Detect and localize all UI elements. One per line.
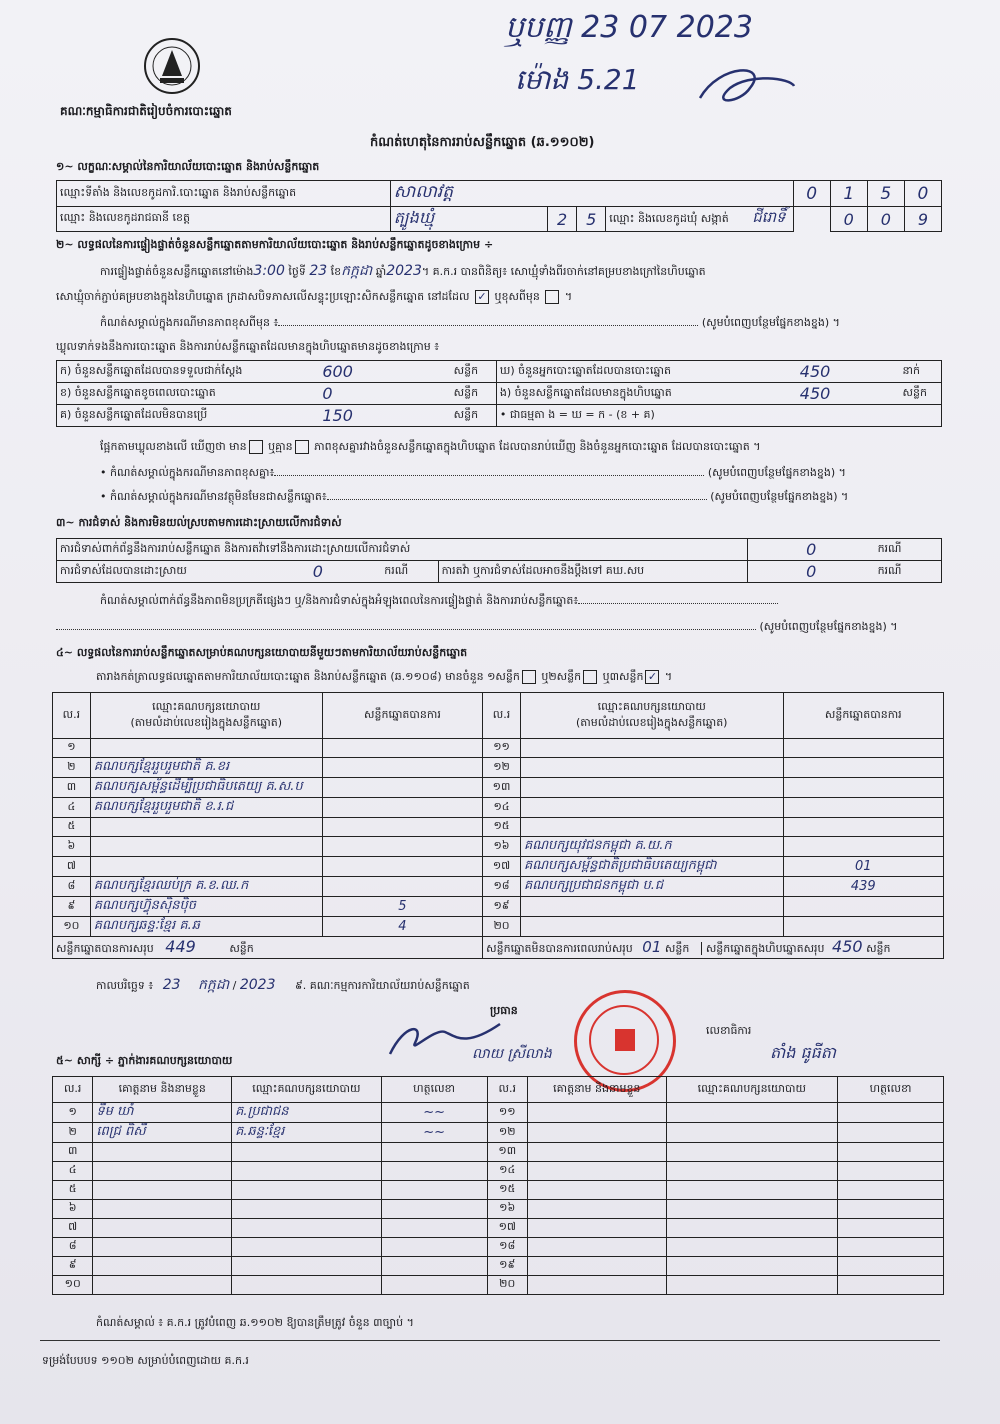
witness-cell: ៣ — [53, 1143, 93, 1162]
station-code-digit: 0 — [904, 181, 941, 207]
party-party-cell — [520, 778, 783, 798]
witness-cell — [838, 1238, 944, 1257]
party-no-cell: ១៦ — [483, 837, 521, 857]
party-no-cell: ១៧ — [483, 857, 521, 877]
party-votes-cell — [783, 897, 943, 917]
witness-cell — [93, 1257, 232, 1276]
party-votes-cell — [322, 837, 482, 857]
table-row — [53, 917, 944, 937]
secretary-label: លេខាធិការ — [706, 1024, 752, 1037]
witness-cell: ទឹម ឃាំ — [93, 1103, 232, 1123]
party-party-cell: គណបក្សខ្មែរឈប់ក្រ គ.ខ.ឈ.ក — [90, 877, 322, 897]
party-votes-cell — [783, 798, 943, 818]
sec2-note: កំណត់សម្គាល់ក្នុងករណីមានភាពខុសពីមុន ៖ (សូមបំពេញបន្ថែមផ្នែកខាងខ្នង) ។ — [100, 316, 840, 329]
witness-cell: ៧ — [53, 1219, 93, 1238]
sec3-title: ៣~ ការជំទាស់ និងការមិនយល់ស្របតាមការដោះស្រាយលើការជំទាស់ — [56, 516, 342, 529]
station-code-digit: 5 — [867, 181, 904, 207]
verify-year: 2023 — [386, 263, 422, 279]
party-party-cell — [520, 917, 783, 937]
sec1-row2-label: ឈ្មោះ និងលេខកូដរាជធានី ខេត្ត — [57, 207, 391, 232]
witness-cell — [381, 1238, 487, 1257]
witness-cell — [527, 1143, 666, 1162]
witness-cell — [666, 1238, 837, 1257]
witness-cell — [93, 1276, 232, 1295]
org-name: គណៈកម្មាធិការជាតិរៀបចំការបោះឆ្នោត — [60, 104, 232, 118]
party-results-table: ល.រ ឈ្មោះគណបក្សនយោបាយ (តាមលំដាប់លេខរៀងក្នុងសន្លឹកឆ្នោត) សន្លឹកឆ្នោតបានការ ល.រ ឈ្មោះគណបក្សនយោបាយ (តាមលំដាប់លេខរៀងក្នុងសន្លឹកឆ្នោត) សន្លឹកឆ្នោតបានការ ១ ១១ ២ គណបក្សខ្មែររួបរួមជាតិ គ.ខរ ១២ ៣ គណបក្សសម្ព័ន្ធដើម្បីប្រជាធិបតេយ្យ គ.ស.ប ១៣ ៤ គណបក្សខ្មែររួបរួមជាតិ ខ.រ.ជ ១៤ ៥ ១៥ ៦ ១៦ គណបក្សយុវជនកម្ពុជា គ.យ.ក ៧ ១៧ គណបក្សសម្ព័ន្ធជាតិប្រជាធិបតេយ្យកម្ពុជា 01 ៨ គណបក្សខ្មែរឈប់ក្រ គ.ខ.ឈ.ក ១៨ គណបក្សប្រជាជនកម្ពុជា ប.ជ 439 ៩ គណបក្សហ៊្វុនស៊ិនប៉ិច 5 ១៩ ១០ គណបក្សឆន្ទៈខ្មែរ គ.ឆ 4 ២០ សន្លឹកឆ្នោតបានការសរុប 449 សន្លឹក សន្លឹកឆ្នោតមិនបានការពេលរាប់សរុប 01 សន្លឹក សន្លឹកឆ្នោតក្នុងហិបឆ្នោតសរុប 450 សន្លឹក — [52, 692, 944, 959]
party-votes-cell — [783, 917, 943, 937]
party-no-cell: ៤ — [53, 798, 91, 818]
witness-cell: ៩ — [53, 1257, 93, 1276]
witness-cell: ១៤ — [487, 1162, 527, 1181]
witness-cell — [666, 1181, 837, 1200]
table-row — [53, 758, 944, 778]
witness-cell: ១៦ — [487, 1200, 527, 1219]
table-row — [53, 1103, 944, 1123]
witness-cell: ៦ — [53, 1200, 93, 1219]
party-votes-cell — [322, 798, 482, 818]
station-code-digit: 1 — [830, 181, 867, 207]
sec2-title: ២~ លទ្ធផលនៃការផ្ទៀងផ្ទាត់ចំនួនសន្លឹកឆ្នោតតាមការិយាល័យបោះឆ្នោត និងរាប់សន្លឹកឆ្នោតដូចខាងក្រោម ÷ — [56, 238, 494, 251]
party-no-cell: ១៩ — [483, 897, 521, 917]
party-no-cell: ១៤ — [483, 798, 521, 818]
witness-cell — [838, 1143, 944, 1162]
table-row — [53, 778, 944, 798]
sec1-title: ១~ លក្ខណៈសម្គាល់នៃការិយាល័យបោះឆ្នោត និងរាប់សន្លឹកឆ្នោត — [56, 160, 320, 173]
table-row — [53, 897, 944, 917]
chair-label: ប្រធាន — [490, 1004, 518, 1017]
ballots-in-box: 450 — [799, 384, 831, 403]
witness-cell — [527, 1103, 666, 1123]
commune-code-digit: 0 — [867, 207, 904, 232]
witness-cell — [838, 1276, 944, 1295]
party-votes-cell — [783, 758, 943, 778]
party-party-cell — [90, 837, 322, 857]
header-signature-icon — [690, 58, 800, 110]
sec2-difference: ផ្អែកតាមឃ្លុលខាងលើ ឃើញថា មាន ឬគ្មាន ភាពខុសគ្នារវាងចំនួនសន្លឹកឆ្នោតក្នុងហិបឆ្នោត ដែលបានរាប់ឃើញ និងចំនួនអ្នកបោះឆ្នោត ដែលបានបោះឆ្នោត ។ — [100, 440, 761, 453]
table-row — [53, 798, 944, 818]
witness-cell: ~~ — [381, 1103, 487, 1123]
table-row — [53, 1200, 944, 1219]
witness-cell: ១២ — [487, 1123, 527, 1143]
party-votes-cell — [322, 877, 482, 897]
witness-cell — [93, 1181, 232, 1200]
bullet-foreign-object: • កំណត់សម្គាល់ក្នុងករណីមានវត្ថុមិនមែនជាសន្លឹកឆ្នោត៖ — [100, 490, 327, 503]
sec1-table — [56, 180, 942, 232]
doc-title: កំណត់ហេតុនៃការរាប់សន្លឹកឆ្នោត (ឆ.១១០២) — [370, 135, 595, 150]
witness-cell: គ.ប្រជាជន — [232, 1103, 382, 1123]
sec4-intro: តារាងកត់ត្រាលទ្ធផលឆ្នោតតាមការិយាល័យបោះឆ្នោត និងរាប់សន្លឹកឆ្នោត (ឆ.១១០៨) មានចំនួន ១សន្លឹក ឬ២សន្លឹក ឬ៣សន្លឹក ✓ ។ — [96, 670, 673, 683]
witness-cell: គ.ឆន្ទៈខ្មែរ — [232, 1123, 382, 1143]
party-party-cell: គណបក្សខ្មែររួបរួមជាតិ ខ.រ.ជ — [90, 798, 322, 818]
witness-cell — [666, 1219, 837, 1238]
nec-logo-icon — [136, 36, 208, 98]
witness-cell — [93, 1162, 232, 1181]
handwritten-time: ម៉ោង 5.21 — [515, 63, 640, 96]
party-no-cell: ១២ — [483, 758, 521, 778]
witness-cell — [527, 1257, 666, 1276]
witness-cell: ១៣ — [487, 1143, 527, 1162]
table-row — [53, 877, 944, 897]
party-no-cell: ២ — [53, 758, 91, 778]
party-votes-cell — [783, 818, 943, 837]
party-no-cell: ៣ — [53, 778, 91, 798]
witness-cell: ២ — [53, 1123, 93, 1143]
witness-cell: ១៧ — [487, 1219, 527, 1238]
commune-label: ឈ្មោះ និងលេខកូដឃុំ សង្កាត់ — [609, 212, 729, 225]
table-row — [53, 1123, 944, 1143]
table-row — [53, 1162, 944, 1181]
invalid-total-label: សន្លឹកឆ្នោតមិនបានការពេលរាប់សរុប — [486, 942, 633, 955]
party-votes-cell — [322, 778, 482, 798]
same-checkbox[interactable]: ✓ — [475, 290, 489, 304]
witness-cell — [381, 1276, 487, 1295]
witness-cell — [232, 1238, 382, 1257]
witness-cell — [381, 1143, 487, 1162]
witness-cell — [232, 1257, 382, 1276]
party-votes-cell — [322, 758, 482, 778]
party-votes-cell: 5 — [322, 897, 482, 917]
witness-cell — [527, 1238, 666, 1257]
resolved-count: 0 — [254, 561, 381, 583]
witness-cell — [666, 1276, 837, 1295]
sec5-title: ៥~ សាក្សី ÷ ភ្នាក់ងារគណបក្សនយោបាយ — [56, 1054, 233, 1067]
party-no-cell: ២០ — [483, 917, 521, 937]
valid-total-label: សន្លឹកឆ្នោតបានការសរុប — [56, 942, 154, 955]
sec1-row1-label: ឈ្មោះទីតាំង និងលេខកូដការិ.បោះឆ្នោត និងរាប់សន្លឹកឆ្នោត — [57, 181, 391, 207]
party-party-cell: គណបក្សខ្មែររួបរួមជាតិ គ.ខរ — [90, 758, 322, 778]
party-no-cell: ១៥ — [483, 818, 521, 837]
witness-cell: ១៥ — [487, 1181, 527, 1200]
witness-cell: ១៩ — [487, 1257, 527, 1276]
witness-cell — [527, 1162, 666, 1181]
table-row — [53, 1257, 944, 1276]
spoiled-ballots: 0 — [322, 384, 333, 403]
formula: • ជាធម្មតា ង = ឃ = ក - (ខ + គ) — [496, 405, 941, 427]
witness-cell — [666, 1103, 837, 1123]
party-party-cell — [90, 857, 322, 877]
party-party-cell — [520, 818, 783, 837]
no-difference-checkbox[interactable] — [295, 440, 309, 454]
witness-cell — [381, 1219, 487, 1238]
footer-form: ទម្រង់បែបបទ ១១០២ សម្រាប់បំពេញដោយ គ.ក.រ — [42, 1354, 249, 1367]
witness-cell: ពេជ្រ ពិសី — [93, 1123, 232, 1143]
party-party-cell: គណបក្សសម្ព័ន្ធដើម្បីប្រជាធិបតេយ្យ គ.ស.ប — [90, 778, 322, 798]
witness-cell — [232, 1200, 382, 1219]
witness-cell: ៨ — [53, 1238, 93, 1257]
witness-cell — [666, 1200, 837, 1219]
polling-station-name: សាលាវត្ត — [393, 182, 454, 202]
witness-table: ល.រ គោត្តនាម និងនាមខ្លួន ឈ្មោះគណបក្សនយោបាយ ហត្ថលេខា ល.រ គោត្តនាម និងនាមខ្លួន ឈ្មោះគណបក្សនយោបាយ ហត្ថលេខា ១ ទឹម ឃាំ គ.ប្រជាជន ~~ ១១ ២ ពេជ្រ ពិសី គ.ឆន្ទៈខ្មែរ ~~ ១២ ៣ ១៣ ៤ ១៤ ៥ ១៥ ៦ ១៦ ៧ ១៧ ៨ ១៨ ៩ ១៩ ១០ ២០ — [52, 1076, 944, 1295]
table-row — [53, 1181, 944, 1200]
witness-cell: ១ — [53, 1103, 93, 1123]
party-votes-cell — [783, 837, 943, 857]
verify-day: 23 — [309, 263, 328, 279]
witness-cell — [666, 1123, 837, 1143]
party-party-cell: គណបក្សសម្ព័ន្ធជាតិប្រជាធិបតេយ្យកម្ពុជា — [520, 857, 783, 877]
party-no-cell: ១០ — [53, 917, 91, 937]
table-row — [53, 1143, 944, 1162]
table-row — [53, 1276, 944, 1295]
witness-cell — [838, 1103, 944, 1123]
witness-cell: ៥ — [53, 1181, 93, 1200]
party-votes-cell — [783, 778, 943, 798]
party-no-cell: ៧ — [53, 857, 91, 877]
witness-cell: ៤ — [53, 1162, 93, 1181]
party-party-cell — [90, 818, 322, 837]
party-no-cell: ៨ — [53, 877, 91, 897]
commune-name: ជីរោទិ៍ — [752, 208, 786, 226]
sec2-para1: ការផ្ទៀងផ្ទាត់ចំនួនសន្លឹកឆ្នោតនៅម៉ោង3:00 ថ្ងៃទី 23 ខែកក្កដា ឆ្នាំ2023។ គ.ក.រ បានពិនិត្យ៖ សោឃ្មុំទាំងពីរចាក់នៅគម្របខាងក្រៅនៃហិបឆ្នោត — [100, 263, 706, 279]
footer-note: កំណត់សម្គាល់ ៖ គ.ក.រ ត្រូវបំពេញ ឆ.១១០២ ឱ្យបានត្រឹមត្រូវ ចំនួន ៣ច្បាប់ ។ — [96, 1316, 414, 1329]
witness-cell — [232, 1181, 382, 1200]
secretary-name: តាំង ធូធីតា — [770, 1043, 837, 1062]
station-code-digit: 0 — [793, 181, 830, 207]
witness-cell — [838, 1123, 944, 1143]
witness-cell — [838, 1181, 944, 1200]
party-party-cell — [90, 739, 322, 758]
party-party-cell: គណបក្សឆន្ទៈខ្មែរ គ.ឆ — [90, 917, 322, 937]
invalid-total: 01 — [642, 938, 662, 956]
province-name: ត្បូងឃ្មុំ — [393, 208, 435, 227]
handwritten-date: ឬបញ្ញ 23 07 2023 — [505, 10, 753, 45]
party-no-cell: ១៨ — [483, 877, 521, 897]
received-ballots: 600 — [322, 362, 353, 381]
party-no-cell: ៩ — [53, 897, 91, 917]
witness-cell — [93, 1200, 232, 1219]
table-row — [53, 818, 944, 837]
witness-cell — [381, 1200, 487, 1219]
count-table: ក) ចំនួនសន្លឹកឆ្នោតដែលបានទទួលជាក់ស្ដែង 600 សន្លឹក ឃ) ចំនួនអ្នកបោះឆ្នោតដែលបានបោះឆ្នោត 450 នាក់ ខ) ចំនួនសន្លឹកឆ្នោតខូចពេលបោះឆ្នោត 0 សន្លឹក ង) ចំនួនសន្លឹកឆ្នោតដែលមានក្នុងហិបឆ្នោត 450 សន្លឹក គ) ចំនួនសន្លឹកឆ្នោតដែលមិនបានប្រើ 150 សន្លឹក • ជាធម្មតា ង = ឃ = ក - (ខ + គ) — [56, 360, 942, 427]
witness-cell — [527, 1181, 666, 1200]
sec4-title: ៤~ លទ្ធផលនៃការរាប់សន្លឹកឆ្នោតសម្រាប់គណបក្សនយោបាយនីមួយៗតាមការិយាល័យរាប់សន្លឹកឆ្នោត — [56, 646, 468, 659]
witness-cell: ១០ — [53, 1276, 93, 1295]
table-row — [53, 739, 944, 758]
valid-total: 449 — [165, 937, 196, 956]
sec2-para2: សោឃ្មុំចាក់ភ្ជាប់គម្របខាងក្នុងនៃហិបឆ្នោត ក្រដាសបិទភាសលើសន្ទុះប្រឡោះសិកសន្លឹកឆ្នោត នៅដដែល ✓ ឬខុសពីមុន ។ — [56, 290, 573, 303]
party-party-cell: គណបក្សហ៊្វុនស៊ិនប៉ិច — [90, 897, 322, 917]
party-party-cell: គណបក្សយុវជនកម្ពុជា គ.យ.ក — [520, 837, 783, 857]
party-no-cell: ១១ — [483, 739, 521, 758]
witness-cell — [838, 1257, 944, 1276]
witness-cell — [232, 1162, 382, 1181]
witness-cell — [93, 1219, 232, 1238]
party-party-cell — [520, 798, 783, 818]
table-row — [53, 837, 944, 857]
witness-cell — [381, 1181, 487, 1200]
witness-cell: ១១ — [487, 1103, 527, 1123]
witness-cell — [527, 1219, 666, 1238]
unused-ballots: 150 — [322, 406, 353, 425]
witness-cell — [527, 1200, 666, 1219]
witness-cell — [381, 1162, 487, 1181]
verify-time: 3:00 — [253, 263, 285, 279]
witness-cell — [666, 1143, 837, 1162]
witness-cell: ~~ — [381, 1123, 487, 1143]
witness-cell — [232, 1219, 382, 1238]
party-no-cell: ៥ — [53, 818, 91, 837]
party-votes-cell — [783, 739, 943, 758]
party-votes-cell: 439 — [783, 877, 943, 897]
different-checkbox[interactable] — [545, 290, 559, 304]
witness-cell — [232, 1276, 382, 1295]
party-party-cell: គណបក្សប្រជាជនកម្ពុជា ប.ជ — [520, 877, 783, 897]
province-code-digit: 5 — [577, 207, 606, 232]
witness-cell — [666, 1162, 837, 1181]
table-row — [53, 1219, 944, 1238]
witness-cell — [93, 1143, 232, 1162]
witness-cell — [666, 1257, 837, 1276]
party-no-cell: ៦ — [53, 837, 91, 857]
commune-code-digit: 9 — [904, 207, 941, 232]
party-no-cell: ១ — [53, 739, 91, 758]
party-votes-cell — [322, 857, 482, 877]
party-votes-cell: 4 — [322, 917, 482, 937]
box-total: 450 — [832, 937, 863, 956]
witness-cell — [93, 1238, 232, 1257]
complaints-count: 0 — [747, 539, 874, 561]
box-total-label: សន្លឹកឆ្នោតក្នុងហិបឆ្នោតសរុប — [701, 942, 825, 955]
table-row — [53, 857, 944, 877]
sec2-count-intro: ឃ្លុលទាក់ទងនឹងការបោះឆ្នោត និងការរាប់សន្លឹកឆ្នោតដែលមានក្នុងហិបឆ្នោតមានដូចខាងក្រោម ៖ — [56, 340, 440, 353]
party-votes-cell: 01 — [783, 857, 943, 877]
party-no-cell: ១៣ — [483, 778, 521, 798]
bullet-difference: • កំណត់សម្គាល់ក្នុងករណីមានភាពខុសគ្នា៖ — [100, 466, 275, 479]
sign-date: កាលបរិច្ឆេទ ៖ 23 កក្កដា / 2023 ៩. គណៈកម្មការការិយាល័យរាប់សន្លឹកឆ្នោត — [96, 977, 470, 993]
witness-cell: ២០ — [487, 1276, 527, 1295]
party-party-cell — [520, 758, 783, 778]
party-party-cell — [520, 739, 783, 758]
witness-cell — [527, 1123, 666, 1143]
commune-code-digit: 0 — [830, 207, 867, 232]
party-votes-cell — [322, 739, 482, 758]
party-party-cell — [520, 897, 783, 917]
witness-cell — [232, 1143, 382, 1162]
witness-cell — [838, 1200, 944, 1219]
one-sheet-checkbox[interactable] — [522, 670, 536, 684]
witness-cell — [838, 1162, 944, 1181]
three-sheet-checkbox[interactable]: ✓ — [645, 670, 659, 684]
witness-cell: ១៨ — [487, 1238, 527, 1257]
ballot-count-report-page: ឬបញ្ញ 23 07 2023 ម៉ោង 5.21 គណៈកម្មាធិការជាតិរៀបចំការបោះឆ្នោត កំណត់ហេតុនៃការរាប់សន្លឹកឆ្នោត (ឆ.១១០២) ១~ លក្ខណៈសម្គាល់នៃការិយាល័យបោះឆ្នោត និងរាប់សន្លឹកឆ្នោត ឈ្មោះទីតាំង និងលេខកូដការិ.បោះឆ្នោត និងរាប់សន្លឹកឆ្នោត សាលាវត្ត 0 1 5 0 ឈ្មោះ និងលេខកូដរាជធានី ខេត្ត ត្បូងឃ្មុំ 2 5 ឈ្មោះ និងលេខកូដឃុំ សង្កាត់ ជីរោទិ៍ 0 0 9 ២~ លទ្ធផលនៃការផ្ទៀងផ្ទាត់ចំនួនសន្លឹកឆ្នោតតាមការិយាល័យបោះឆ្នោត និងរាប់សន្លឹកឆ្នោតដូចខាងក្រោម ÷ ការផ្ទៀងផ្ទាត់ចំនួនសន្លឹកឆ្នោតនៅម៉ោង3:00 ថ្ងៃទី 23 ខែកក្កដា ឆ្នាំ2023។ គ.ក.រ បានពិនិត្យ៖ សោឃ្មុំទាំងពីរចាក់នៅគម្របខាងក្រៅនៃហិបឆ្នោត សោឃ្មុំចាក់ភ្ជាប់គម្របខាងក្នុងនៃហិបឆ្នោត ក្រដាសបិទភាសលើសន្ទុះប្រឡោះសិកសន្លឹកឆ្នោត នៅដដែល ✓ ឬខុសពីមុន ។ កំណត់សម្គាល់ក្នុងករណីមានភាពខុសពីមុន ៖ (សូមបំពេញបន្ថែមផ្នែកខាងខ្នង) ។ ឃ្លុលទាក់ទងនឹងការបោះឆ្នោត និងការរាប់សន្លឹកឆ្នោតដែលមានក្នុងហិបឆ្នោតមានដូចខាងក្រោម ៖ ក) ចំនួនសន្លឹកឆ្នោតដែលបានទទួលជាក់ស្ដែង 600 សន្លឹក ឃ) ចំនួនអ្នកបោះឆ្នោតដែលបានបោះឆ្នោត 450 នាក់ ខ) ចំនួនសន្លឹកឆ្នោតខូចពេលបោះឆ្នោត 0 សន្លឹក ង) ចំនួនសន្លឹកឆ្នោតដែលមានក្នុងហិបឆ្នោត 450 សន្លឹក គ) ចំនួនសន្លឹកឆ្នោតដែលមិនបានប្រើ 150 សន្លឹក • ជាធម្មតា ង = ឃ = ក - (ខ + គ) ផ្អែកតាមឃ្លុលខាងលើ ឃើញថា មាន ឬគ្មាន ភាពខុសគ្នារវាងចំនួនសន្លឹកឆ្នោតក្នុងហិបឆ្នោត ដែលបានរាប់ឃើញ និងចំនួនអ្នកបោះឆ្នោត ដែលបានបោះឆ្នោត ។ • កំណត់សម្គាល់ក្នុងករណីមានភាពខុសគ្នា៖ (សូមបំពេញបន្ថែមផ្នែកខាងខ្នង) ។ • កំណត់សម្គាល់ក្នុងករណីមានវត្ថុមិនមែនជាសន្លឹកឆ្នោត៖ (សូមបំពេញបន្ថែមផ្នែកខាងខ្នង) ។ ៣~ ការជំទាស់ និងការមិនយល់ស្របតាមការដោះស្រាយលើការជំទាស់ ការជំទាស់ពាក់ព័ន្ធនឹងការរាប់សន្លឹកឆ្នោត និងការតវ៉ាទៅនឹងការដោះស្រាយលើការជំទាស់ 0 ករណី ការជំទាស់ដែលបានដោះស្រាយ 0 ករណី ការតវ៉ា ឬការជំទាស់ដែលអាចនឹងប្ដឹងទៅ គឃ.សប 0 ករណី កំណត់សម្គាល់ពាក់ព័ន្ធនឹងភាពមិនប្រក្រតីផ្សេងៗ ឬ/និងការជំទាស់ក្នុងអំឡុងពេលនៃការផ្ទៀងផ្ទាត់ និងការរាប់សន្លឹកឆ្នោត៖ (សូមបំពេញបន្ថែមផ្នែកខាងខ្នង) ។ ៤~ លទ្ធផលនៃការរាប់សន្លឹកឆ្នោតសម្រាប់គណបក្សនយោបាយនីមួយៗតាមការិយាល័យរាប់សន្លឹកឆ្នោត តារាងកត់ត្រាលទ្ធផលឆ្នោតតាមការិយាល័យបោះឆ្នោត និងរាប់សន្លឹកឆ្នោត (ឆ.១១០៨) មានចំនួន ១សន្លឹក ឬ២សន្លឹក ឬ៣សន្លឹក ✓ ។ ល.រ ឈ្មោះគណបក្សនយោបាយ (តាមលំដាប់លេខរៀងក្នុងសន្លឹកឆ្នោត) សន្លឹកឆ្នោតបានការ ល.រ ឈ្មោះគណបក្សនយោបាយ (តាមលំដាប់លេខរៀងក្នុងសន្លឹកឆ្នោត) សន្លឹកឆ្នោតបានការ ១ ១១ ២ គណបក្សខ្មែររួបរួមជាតិ គ.ខរ ១២ ៣ គណបក្សសម្ព័ន្ធដើម្បីប្រជាធិបតេយ្យ គ.ស.ប ១៣ ៤ គណបក្សខ្មែររួបរួមជាតិ ខ.រ.ជ ១៤ ៥ ១៥ ៦ ១៦ គណបក្សយុវជនកម្ពុជា គ.យ.ក ៧ ១៧ គណបក្សសម្ព័ន្ធជាតិប្រជាធិបតេយ្យកម្ពុជា 01 ៨ គណបក្សខ្មែរឈប់ក្រ គ.ខ.ឈ.ក ១៨ គណបក្សប្រជាជនកម្ពុជា ប.ជ 439 ៩ គណបក្សហ៊្វុនស៊ិនប៉ិច 5 ១៩ ១០ គណបក្សឆន្ទៈខ្មែរ គ.ឆ 4 ២០ សន្លឹកឆ្នោតបានការសរុប 449 សន្លឹក សន្លឹកឆ្នោតមិនបានការពេលរាប់សរុប 01 សន្លឹក សន្លឹកឆ្នោតក្នុងហិបឆ្នោតសរុប 450 សន្លឹក កាលបរិច្ឆេទ ៖ 23 កក្កដា / 2023 ៩. គណៈកម្មការការិយាល័យរាប់សន្លឹកឆ្នោត ប្រធាន លាយ ស្រីលាង លេខាធិការ តាំង ធូធីតា ៥~ សាក្សី ÷ ភ្នាក់ងារគណបក្សនយោបាយ ល.រ គោត្តនាម និងនាមខ្លួន ឈ្មោះគណបក្សនយោបាយ ហត្ថលេខា ល.រ គោត្តនាម និងនាមខ្លួន ឈ្មោះគណបក្សនយោបាយ ហត្ថលេខា ១ ទឹម ឃាំ គ.ប្រជាជន ~~ ១១ ២ ពេជ្រ ពិសី គ.ឆន្ទៈខ្មែរ ~~ ១២ ៣ ១៣ ៤ ១៤ ៥ ១៥ ៦ ១៦ ៧ ១៧ ៨ ១៨ ៩ ១៩ ១០ ២០ កំណត់សម្គាល់ ៖ គ.ក.រ ត្រូវបំពេញ ឆ.១១០២ ឱ្យបានត្រឹមត្រូវ ចំនួន ៣ច្បាប់ ។ ទម្រង់បែបបទ ១១០២ សម្រាប់បំពេញដោយ គ.ក.រ — [0, 0, 1000, 1424]
voters-count: 450 — [799, 362, 831, 381]
sec3-note: កំណត់សម្គាល់ពាក់ព័ន្ធនឹងភាពមិនប្រក្រតីផ្សេងៗ ឬ/និងការជំទាស់ក្នុងអំឡុងពេលនៃការផ្ទៀងផ្ទាត់ និងការរាប់សន្លឹកឆ្នោត៖ — [100, 594, 579, 607]
table-row — [53, 1238, 944, 1257]
chair-name: លាយ ស្រីលាង — [472, 1046, 552, 1062]
appeal-count: 0 — [747, 561, 874, 583]
province-code-digit: 2 — [548, 207, 577, 232]
verify-month: កក្កដា — [341, 263, 373, 279]
witness-cell — [527, 1276, 666, 1295]
witness-cell — [838, 1219, 944, 1238]
complaints-table: ការជំទាស់ពាក់ព័ន្ធនឹងការរាប់សន្លឹកឆ្នោត និងការតវ៉ាទៅនឹងការដោះស្រាយលើការជំទាស់ 0 ករណី ការជំទាស់ដែលបានដោះស្រាយ 0 ករណី ការតវ៉ា ឬការជំទាស់ដែលអាចនឹងប្ដឹងទៅ គឃ.សប 0 ករណី — [56, 538, 942, 583]
two-sheet-checkbox[interactable] — [583, 670, 597, 684]
has-difference-checkbox[interactable] — [249, 440, 263, 454]
party-votes-cell — [322, 818, 482, 837]
witness-cell — [381, 1257, 487, 1276]
